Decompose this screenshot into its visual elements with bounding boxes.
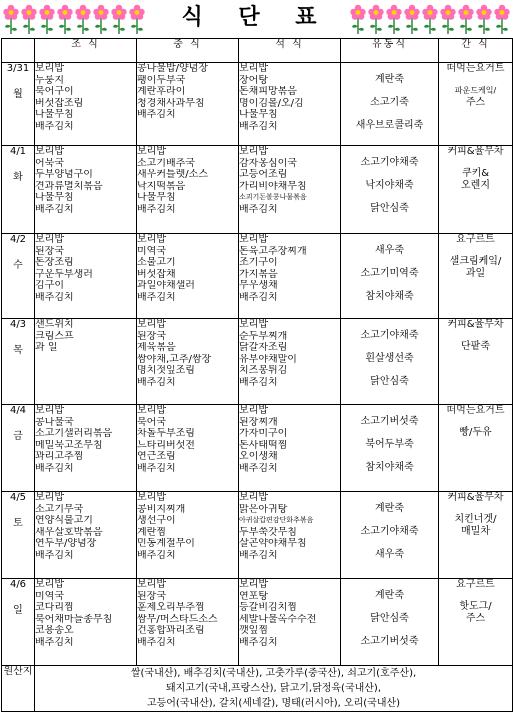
menu-item: 소고기배추국	[137, 157, 195, 169]
origin-text	[35, 666, 513, 712]
weekday-label: 목	[13, 344, 23, 356]
day-row	[2, 234, 513, 319]
porridge-cell	[341, 579, 439, 666]
menu-item: 새우살호박볶음	[35, 526, 103, 538]
snack-item: 주스	[465, 97, 486, 108]
dinner-cell	[239, 234, 341, 319]
menu-item: 샌드위치	[35, 319, 74, 330]
menu-item: 보리밥	[35, 405, 64, 416]
breakfast-cell	[35, 146, 137, 234]
menu-item: 배추김치	[35, 291, 74, 303]
weekday-label: 수	[13, 259, 23, 271]
menu-item: 팽이두부국	[137, 74, 186, 86]
weekday-label: 화	[13, 171, 23, 183]
menu-item: 감자옹심이국	[239, 157, 297, 169]
menu-item: 돈사태떡찜	[239, 439, 288, 451]
menu-item: 보리밥	[35, 234, 64, 245]
snack-cell	[439, 319, 513, 405]
snack-item	[439, 504, 512, 514]
menu-item: 명치젓잎조림	[137, 365, 195, 376]
menu-item: 콩나물밥/양념장	[137, 63, 208, 74]
menu-item: 순두부찌개	[239, 330, 288, 342]
origin-label: 원산지	[2, 666, 35, 712]
lunch-cell	[137, 319, 239, 405]
menu-item: 계란후라이	[137, 86, 186, 97]
menu-item: 세발나물옥수수전	[239, 613, 317, 625]
dinner-cell	[239, 492, 341, 579]
menu-item: 배추김치	[137, 109, 176, 120]
menu-item: 배추김치	[239, 376, 278, 388]
menu-item: 배추김치	[239, 462, 278, 474]
porridge-item: 북어두부죽	[365, 439, 414, 450]
menu-item: 보리밥	[239, 579, 268, 590]
flower-icon	[475, 4, 493, 34]
snack-item	[439, 75, 512, 85]
menu-item: 깻잎찜	[239, 625, 268, 636]
menu-item: 연양식불고기	[35, 515, 93, 526]
porridge-item: 낙지야채죽	[365, 180, 414, 191]
menu-item: 견과류멸치볶음	[35, 180, 103, 192]
snack-cell	[439, 146, 513, 234]
menu-item: 콩나물국	[35, 416, 74, 428]
porridge-item: 새우브로콜리죽	[355, 120, 424, 131]
dinner-cell	[239, 319, 341, 405]
header-breakfast: 조 식	[35, 39, 137, 63]
menu-item: 배추김치	[35, 549, 74, 561]
lunch-cell	[137, 63, 239, 146]
flower-icon	[20, 4, 38, 34]
porridge-item: 소고기야채죽	[360, 526, 419, 537]
date-label: 4/5	[9, 492, 27, 503]
menu-item: 배추김치	[137, 462, 176, 474]
lunch-cell	[137, 492, 239, 579]
snack-item	[439, 591, 512, 601]
weekday-label: 금	[13, 430, 23, 442]
porridge-cell	[341, 319, 439, 405]
weekday-label: 일	[13, 604, 23, 616]
breakfast-cell	[35, 492, 137, 579]
date-label: 4/1	[9, 146, 27, 157]
menu-item: 계란찜	[137, 526, 166, 538]
header-corner	[2, 39, 35, 63]
menu-item: 북어구이	[35, 86, 74, 97]
porridge-item: 소고기야채죽	[360, 330, 419, 341]
lunch-cell	[137, 579, 239, 666]
menu-item: 가지볶음	[239, 268, 278, 280]
porridge-item: 새우죽	[375, 245, 404, 256]
porridge-cell	[341, 405, 439, 492]
date-label: 4/6	[9, 579, 27, 590]
menu-item: 민동계절무이	[137, 538, 195, 549]
menu-item: 보리밥	[239, 319, 268, 330]
flower-icon	[367, 4, 385, 34]
flower-icon	[493, 4, 511, 34]
menu-item: 북어채마늘종무침	[35, 613, 113, 625]
breakfast-cell	[35, 405, 137, 492]
menu-item: 배추김치	[137, 636, 176, 648]
date-cell	[2, 234, 35, 319]
menu-item: 배추김치	[35, 203, 74, 215]
menu-item: 무우생채	[239, 280, 278, 291]
origin-row	[2, 666, 513, 712]
menu-item: 낙지떡볶음	[137, 180, 186, 192]
flower-icon	[38, 4, 56, 34]
snack-item	[439, 331, 512, 341]
menu-item: 치즈봉튀김	[239, 365, 288, 376]
snack-item: 요구르트	[456, 579, 495, 590]
menu-item: 배추김치	[137, 376, 176, 388]
snack-item: 매밀차	[461, 526, 490, 537]
menu-item: 배추김치	[239, 636, 278, 648]
menu-item: 배추김치	[35, 462, 74, 474]
snack-item: 커피&율무차	[447, 319, 504, 330]
menu-item: 청경채사과무침	[137, 97, 205, 109]
menu-item: 나물무침	[35, 192, 74, 203]
weekday-label: 토	[13, 517, 23, 529]
menu-item: 보리밥	[239, 63, 268, 74]
snack-item	[439, 158, 512, 168]
menu-item: 꽈리고추찜	[35, 451, 84, 462]
snack-cell	[439, 492, 513, 579]
menu-item: 쌈야채,고추/쌈장	[137, 353, 212, 365]
breakfast-cell	[35, 234, 137, 319]
menu-item: 돈육고추장찌개	[239, 245, 307, 257]
menu-item: 보리밥	[137, 146, 166, 157]
meal-table-body	[2, 63, 513, 666]
porridge-item: 계란죽	[375, 503, 404, 514]
menu-item: 오이생채	[239, 451, 278, 462]
menu-item: 보리밥	[239, 492, 268, 503]
snack-item: 주스	[465, 613, 486, 624]
snack-item: 요구르트	[456, 234, 495, 245]
menu-item: 콩비지찌개	[137, 503, 186, 515]
menu-item: 제육볶음	[137, 342, 176, 353]
flower-icon	[349, 4, 367, 34]
day-row	[2, 63, 513, 146]
snack-item: 과일	[465, 268, 486, 279]
header-porridge: 유동식	[341, 39, 439, 63]
menu-item: 북어국	[137, 416, 166, 428]
porridge-item: 소고기미역죽	[360, 268, 419, 279]
porridge-item: 계란죽	[375, 590, 404, 601]
porridge-item: 닭안심죽	[370, 203, 409, 214]
breakfast-cell	[35, 579, 137, 666]
day-row	[2, 579, 513, 666]
date-label: 4/4	[9, 405, 27, 416]
menu-item: 된장찌개	[239, 416, 278, 428]
menu-item: 된장국	[137, 590, 166, 602]
origin-line: 쌀(국내산), 배추김치(국내산), 고춧가루(중국산), 쇠고기(호주산),	[130, 668, 417, 679]
meal-table	[1, 38, 513, 712]
menu-item: 코다리찜	[35, 602, 74, 613]
snack-item: 떠먹는요거트	[446, 63, 505, 74]
menu-item: 연두부/양념장	[35, 538, 97, 549]
breakfast-cell	[35, 63, 137, 146]
menu-item: 과일야채샐러	[137, 280, 195, 291]
snack-cell	[439, 234, 513, 319]
header-dinner: 석 식	[239, 39, 341, 63]
menu-item: 가자미구이	[239, 428, 288, 439]
header-row	[2, 39, 513, 63]
menu-item: 소불고기	[137, 257, 176, 268]
menu-item: 코용송오	[35, 625, 74, 636]
flower-icon	[92, 4, 110, 34]
header-lunch: 중 식	[137, 39, 239, 63]
date-cell	[2, 492, 35, 579]
snack-item: 단팥죽	[461, 341, 490, 352]
breakfast-cell	[35, 319, 137, 405]
snack-item: 파운드케잌/	[454, 86, 497, 95]
menu-item: 보리밥	[137, 405, 166, 416]
menu-item: 구운두부생러	[35, 268, 93, 280]
date-cell	[2, 579, 35, 666]
snack-item: 커피&율무차	[447, 146, 504, 157]
porridge-cell	[341, 146, 439, 234]
menu-item: 소괴기돈볼콩나물볶음	[239, 193, 307, 201]
snack-cell	[439, 579, 513, 666]
porridge-item: 닭안심죽	[370, 376, 409, 387]
menu-item: 배추김치	[35, 120, 74, 132]
menu-item: 생선구이	[137, 515, 176, 526]
snack-item: 핫도그/	[459, 601, 492, 612]
menu-item: 등갈비김치찜	[239, 602, 297, 613]
snack-item: 치킨너겟/	[454, 514, 497, 525]
porridge-item: 흰살생선죽	[365, 353, 414, 364]
menu-item: 조기구이	[239, 257, 278, 268]
menu-item: 보리밥	[35, 146, 64, 157]
menu-item: 보리밥	[35, 579, 64, 590]
porridge-item: 소고기버섯죽	[360, 636, 419, 647]
menu-item: 메밀묵고조무침	[35, 439, 103, 451]
snack-item: 오렌지	[461, 180, 490, 191]
porridge-item: 소고기버섯죽	[360, 416, 419, 427]
menu-item: 배추김치	[35, 636, 74, 648]
page-title: 식 단 표	[181, 5, 331, 30]
menu-item: 건홍합꽈리조림	[137, 625, 205, 636]
menu-item: 보리밥	[137, 579, 166, 590]
dinner-cell	[239, 146, 341, 234]
lunch-cell	[137, 405, 239, 492]
flower-icon	[110, 4, 128, 34]
menu-item: 나물무침	[35, 109, 74, 120]
snack-item: 빵/두유	[459, 427, 492, 438]
menu-item: 미역국	[137, 245, 166, 257]
menu-item: 된장국	[137, 330, 166, 342]
snack-item	[439, 246, 512, 256]
flower-border-right	[349, 2, 511, 34]
date-cell	[2, 319, 35, 405]
date-label: 4/3	[9, 319, 27, 330]
menu-item: 돈장조림	[35, 257, 74, 268]
origin-line: 고등어(국내산), 갈치(세네갈), 명태(러시아), 오리(국내산)	[146, 698, 401, 709]
menu-item: 훈제오리부추찜	[137, 602, 205, 613]
menu-item: 어묵국	[35, 157, 64, 169]
menu-item: 크림스프	[35, 330, 74, 342]
menu-item: 미역국	[35, 590, 64, 602]
menu-item: 배추김치	[137, 549, 176, 561]
menu-item: 배추김치	[239, 549, 278, 561]
menu-item: 나물무침	[137, 192, 176, 203]
menu-item: 고등어조림	[239, 169, 288, 180]
menu-item: 두부쑥갓무침	[239, 526, 297, 538]
menu-item: 버섯잡채	[137, 268, 176, 280]
menu-item: 소고기샐러리볶음	[35, 428, 113, 439]
flower-icon	[403, 4, 421, 34]
menu-item: 쌈무/머스타드소스	[137, 613, 218, 625]
dinner-cell	[239, 579, 341, 666]
menu-item: 과 일	[35, 342, 58, 353]
snack-item	[439, 417, 512, 427]
weekday-label: 월	[13, 88, 23, 100]
title-banner	[0, 0, 513, 38]
menu-item: 배추김치	[239, 203, 278, 215]
menu-item: 보리밥	[35, 63, 64, 74]
day-row	[2, 146, 513, 234]
porridge-item: 새우죽	[375, 549, 404, 560]
snack-cell	[439, 405, 513, 492]
date-label: 4/2	[9, 234, 27, 245]
menu-item: 배추김치	[137, 203, 176, 215]
date-cell	[2, 146, 35, 234]
porridge-item: 참치야채죽	[365, 291, 414, 302]
menu-item: 보리밥	[35, 492, 64, 503]
menu-item: 유부야채말이	[239, 353, 297, 365]
porridge-item: 소고기죽	[370, 97, 409, 108]
menu-item: 살곤약야채무침	[239, 538, 307, 549]
origin-line: 돼지고기(국내,프랑스산), 닭고기,닭정육(국내산),	[165, 683, 382, 694]
menu-item: 돈채피망볶음	[239, 86, 297, 97]
menu-item: 배추김치	[239, 120, 278, 132]
dinner-cell	[239, 405, 341, 492]
flower-icon	[457, 4, 475, 34]
flower-icon	[74, 4, 92, 34]
lunch-cell	[137, 146, 239, 234]
menu-item: 새우커틀렛/소스	[137, 169, 208, 180]
menu-item: 배추김치	[239, 291, 278, 303]
menu-item: 보리밥	[239, 234, 268, 245]
menu-item: 맑은아귀탕	[239, 503, 288, 515]
flower-border-left	[2, 2, 146, 34]
menu-item: 김구이	[35, 280, 64, 291]
dinner-cell	[239, 63, 341, 146]
menu-item: 느타리버섯전	[137, 439, 195, 451]
date-label: 3/31	[6, 63, 30, 74]
menu-item: 연포탕	[239, 590, 268, 602]
porridge-cell	[341, 234, 439, 319]
menu-item: 나물무침	[239, 109, 278, 120]
menu-item: 명이김볼/오/김	[239, 97, 304, 109]
flower-icon	[439, 4, 457, 34]
menu-item: 된장국	[35, 245, 64, 257]
flower-icon	[56, 4, 74, 34]
header-snack: 간 식	[439, 39, 513, 63]
day-row	[2, 405, 513, 492]
date-cell	[2, 405, 35, 492]
menu-item: 닭갈자조림	[239, 342, 288, 353]
day-row	[2, 492, 513, 579]
menu-item: 소고기무국	[35, 503, 84, 515]
flower-icon	[2, 4, 20, 34]
flower-icon	[421, 4, 439, 34]
lunch-cell	[137, 234, 239, 319]
menu-item: 버섯잡조림	[35, 97, 84, 109]
flower-icon	[128, 4, 146, 34]
menu-item: 보리밥	[239, 405, 268, 416]
menu-item: 보리밥	[239, 146, 268, 157]
day-row	[2, 319, 513, 405]
porridge-item: 계란죽	[375, 74, 404, 85]
menu-item: 누룽지	[35, 74, 64, 86]
menu-item: 보리밥	[137, 234, 166, 245]
snack-item: 샐크림케잌/	[449, 256, 502, 267]
menu-item: 차돌두부조림	[137, 428, 195, 439]
date-cell	[2, 63, 35, 146]
porridge-cell	[341, 492, 439, 579]
flower-icon	[385, 4, 403, 34]
porridge-item: 닭안심죽	[370, 613, 409, 624]
snack-cell	[439, 63, 513, 146]
menu-item: 보리밥	[137, 319, 166, 330]
menu-item: 두부양념구이	[35, 169, 93, 180]
menu-item: 연근조림	[137, 451, 176, 462]
menu-item: 배추김치	[137, 291, 176, 303]
porridge-item: 소고기야채죽	[360, 157, 419, 168]
menu-item: 아귀살캅편감단화추볶음	[239, 516, 314, 524]
snack-item: 떠먹는요거트	[446, 405, 505, 416]
snack-item: 쿠키&	[461, 168, 490, 179]
porridge-cell	[341, 63, 439, 146]
menu-item: 가리비야채무침	[239, 180, 307, 192]
snack-item: 커피&율무차	[447, 492, 504, 503]
menu-item: 보리밥	[137, 492, 166, 503]
porridge-item: 참치야채죽	[365, 462, 414, 473]
menu-item: 장어탕	[239, 74, 268, 86]
